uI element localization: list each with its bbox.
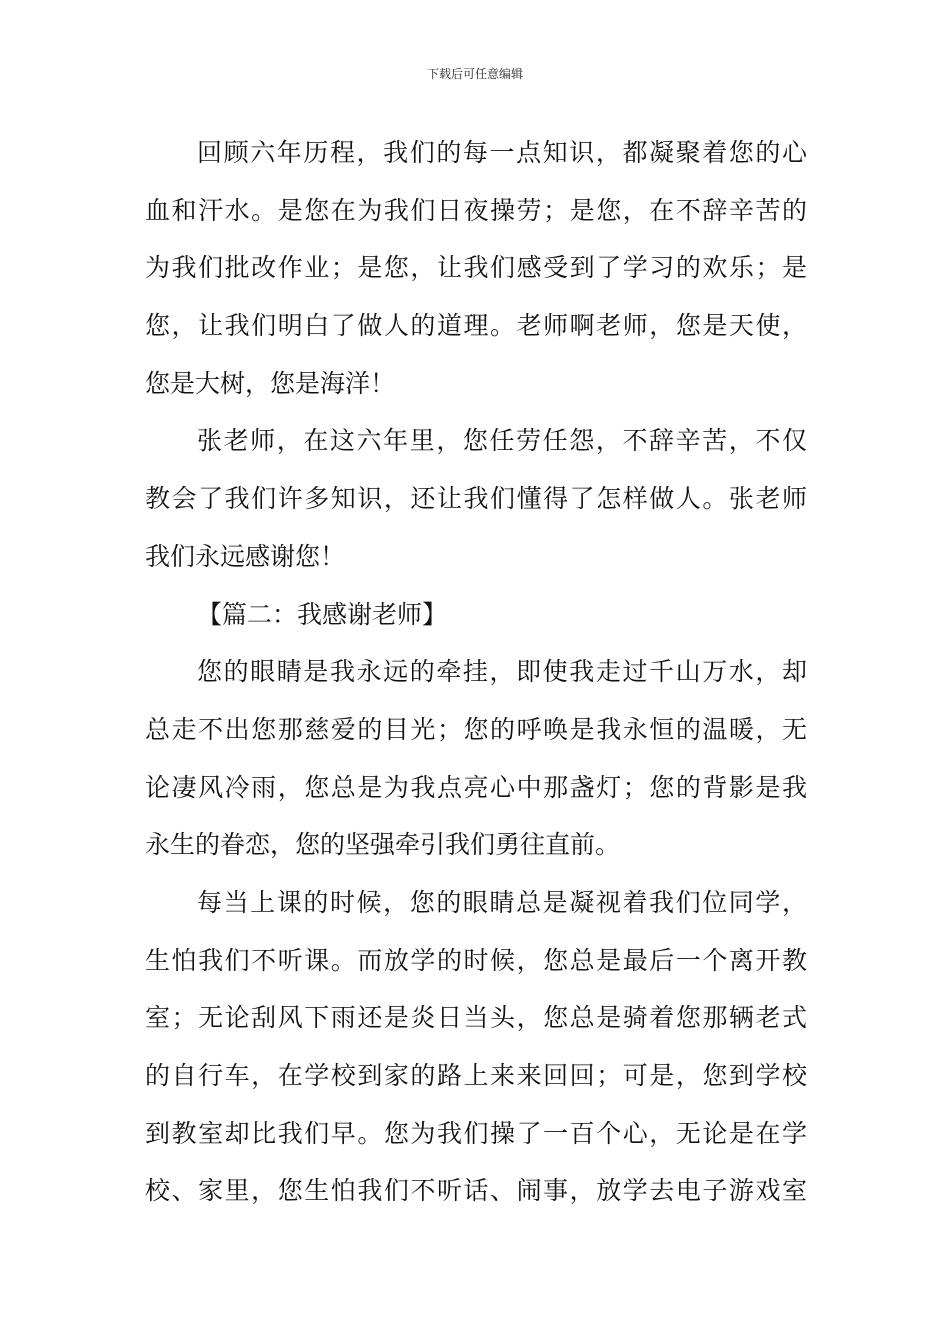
document-body — [145, 124, 807, 1220]
text-line: 校、家里，您生怕我们不听话、闹事，放学去电子游戏室 — [145, 1176, 807, 1206]
text-line: 张老师，在这六年里，您任劳任怨，不辞辛苦，不仅 — [197, 426, 807, 456]
text-line: 您的眼睛是我永远的牵挂，即使我走过千山万水，却 — [197, 657, 807, 687]
text-line: 我们永远感谢您！ — [145, 541, 346, 571]
text-line: 论凄风冷雨，您总是为我点亮心中那盏灯；您的背影是我 — [145, 772, 807, 802]
text-line: 每当上课的时候，您的眼睛总是凝视着我们位同学， — [197, 887, 807, 917]
section-heading — [145, 586, 807, 644]
header-note: 下载后可任意编辑 — [426, 67, 523, 81]
text-line: 您是大树，您是海洋！ — [145, 368, 396, 398]
section-heading-text: 【篇二：我感谢老师】 — [197, 599, 448, 629]
text-line: 室；无论刮风下雨还是炎日当头，您总是骑着您那辆老式 — [145, 1003, 807, 1033]
text-line: 的自行车，在学校到家的路上来来回回；可是，您到学校 — [145, 1061, 807, 1090]
text-line: 到教室却比我们早。您为我们操了一百个心，无论是在学 — [145, 1118, 807, 1148]
text-line: 教会了我们许多知识，还让我们懂得了怎样做人。张老师 — [145, 484, 807, 514]
text-line: 为我们批改作业；是您，让我们感受到了学习的欢乐；是 — [145, 253, 807, 283]
text-line: 总走不出您那慈爱的目光；您的呼唤是我永恒的温暖，无 — [145, 714, 807, 744]
text-line: 永生的眷恋，您的坚强牵引我们勇往直前。 — [145, 830, 621, 860]
paragraph-4 — [145, 874, 807, 1220]
paragraph-2 — [145, 412, 807, 585]
text-line: 生怕我们不听课。而放学的时候，您总是最后一个离开教 — [145, 945, 807, 975]
text-line: 血和汗水。是您在为我们日夜操劳；是您，在不辞辛苦的 — [145, 195, 807, 225]
paragraph-3 — [145, 643, 807, 874]
text-line: 回顾六年历程，我们的每一点知识，都凝聚着您的心 — [197, 138, 807, 167]
paragraph-1 — [145, 124, 807, 412]
text-line: 您，让我们明白了做人的道理。老师啊老师，您是天使， — [145, 311, 807, 341]
